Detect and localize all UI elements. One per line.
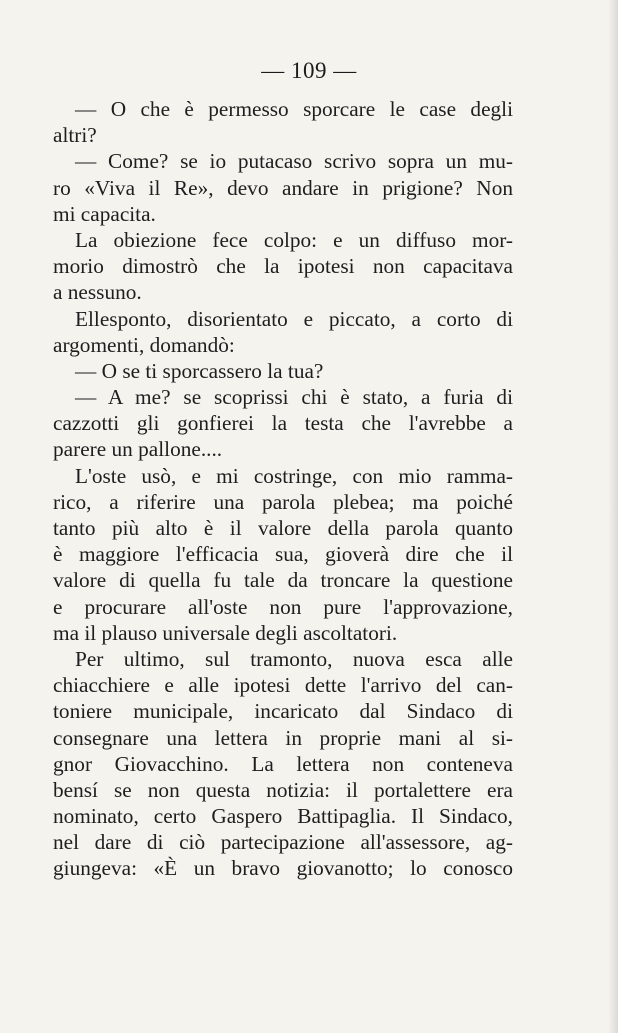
text-line: cazzotti gli gonfierei la testa che l'avrebbe a <box>53 411 513 436</box>
text-line: Per ultimo, sul tramonto, nuova esca alle <box>75 646 513 671</box>
text-line: chiacchiere e alle ipotesi dette l'arrivo del can- <box>53 673 513 698</box>
text-line: mi capacita. <box>53 201 156 226</box>
text-line: nel dare di ciò partecipazione all'assessore, ag- <box>53 830 513 855</box>
text-line: La obiezione fece colpo: e un diffuso mor- <box>75 227 513 252</box>
body-text <box>53 96 513 882</box>
text-line: Ellesponto, disorientato e piccato, a corto di <box>75 306 513 331</box>
text-line: morio dimostrò che la ipotesi non capacitava <box>53 254 513 279</box>
text-line: toniere municipale, incaricato dal Sindaco di <box>53 699 513 724</box>
text-line: bensí se non questa notizia: il portalettere era <box>53 777 513 802</box>
text-line: ro «Viva il Re», devo andare in prigione? Non <box>53 175 513 200</box>
text-line: altri? <box>53 123 97 148</box>
text-line: è maggiore l'efficacia sua, gioverà dire che il <box>53 542 513 567</box>
text-line: ma il plauso universale degli ascoltatori. <box>53 620 398 645</box>
text-line: consegnare una lettera in proprie mani al si- <box>53 725 513 750</box>
page-number: — 109 — <box>261 58 357 83</box>
text-line: L'oste usò, e mi costringe, con mio ramma- <box>75 463 513 488</box>
text-line: a nessuno. <box>53 280 142 305</box>
text-line: valore di quella fu tale da troncare la questione <box>53 568 513 593</box>
text-line: e procurare all'oste non pure l'approvazione, <box>53 594 513 619</box>
text-line: giungeva: «È un bravo giovanotto; lo conosco <box>53 856 513 881</box>
text-line: argomenti, domandò: <box>53 332 235 357</box>
text-line: — O se ti sporcassero la tua? <box>75 358 324 383</box>
text-line: gnor Giovacchino. La lettera non conteneva <box>53 751 513 776</box>
text-line: rico, a riferire una parola plebea; ma poiché <box>53 489 513 514</box>
text-line: parere un pallone.... <box>53 437 223 462</box>
text-line: — A me? se scoprissi chi è stato, a furia di <box>75 385 513 410</box>
text-line: — Come? se io putacaso scrivo sopra un mu- <box>75 149 513 174</box>
text-line: tanto più alto è il valore della parola quanto <box>53 516 513 540</box>
text-line: — O che è permesso sporcare le case degli <box>75 97 513 121</box>
text-line: nominato, certo Gaspero Battipaglia. Il Sindaco, <box>53 804 513 829</box>
